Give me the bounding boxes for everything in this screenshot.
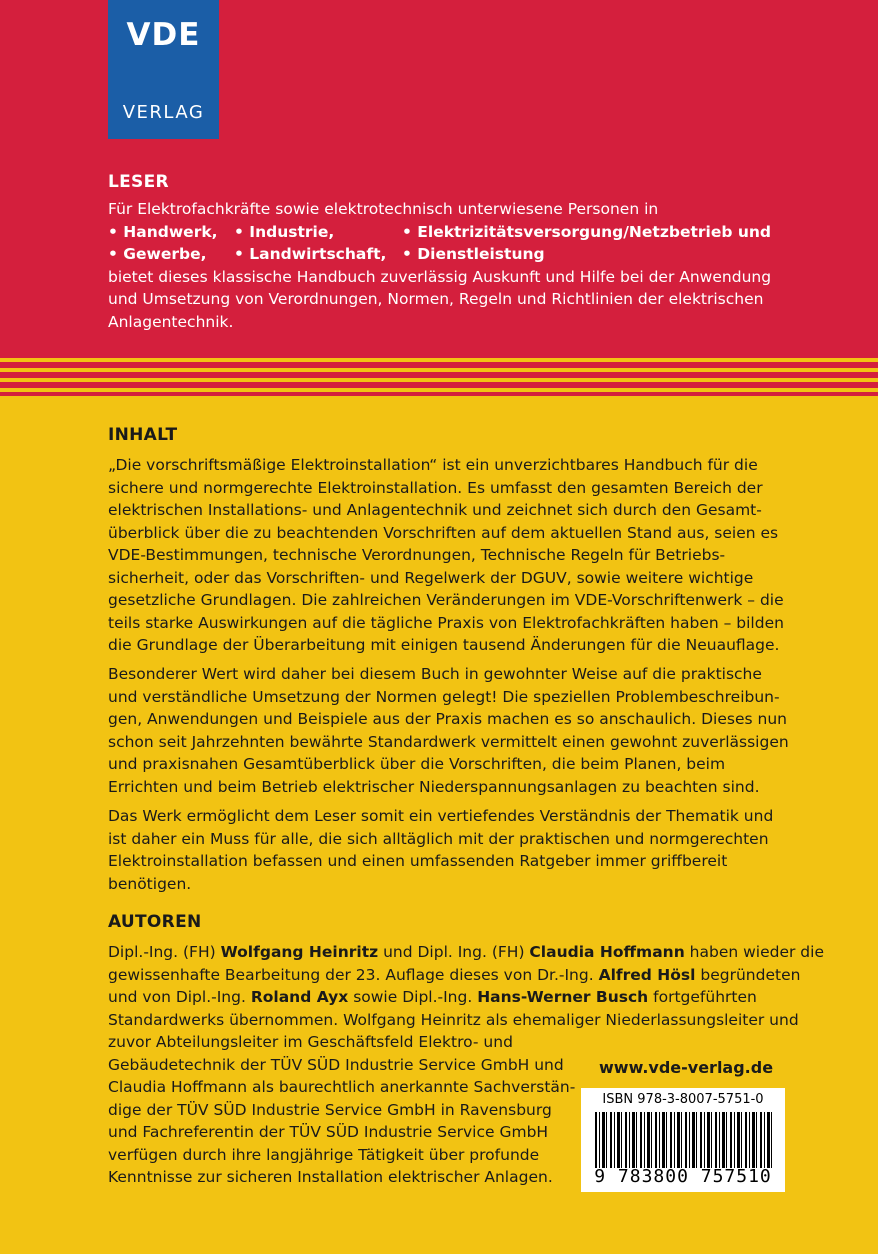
website-url[interactable]: www.vde-verlag.de	[599, 1058, 774, 1077]
text-line: gen, Anwendungen und Beispiele aus der Praxis machen es so anschaulich. Dieses nun	[108, 710, 787, 728]
text-line: zuvor Abteilungsleiter im Geschäftsfeld Elektro- und	[108, 1033, 513, 1051]
text-line: Claudia Hoffmann als baurechtlich anerkannte Sachverstän-	[108, 1078, 576, 1096]
leser-intro: Für Elektrofachkräfte sowie elektrotechnisch unterwiesene Personen in	[108, 200, 659, 218]
text-line: und Fachreferentin der TÜV SÜD Industrie Service GmbH	[108, 1123, 549, 1141]
isbn-label: ISBN 978-3-8007-5751-0	[602, 1092, 764, 1107]
text-line: Standardwerks übernommen. Wolfgang Heinritz als ehemaliger Niederlassungsleiter und	[108, 1010, 799, 1029]
text-line: die Grundlage der Überarbeitung mit einigen tausend Änderungen für die Neuauflage.	[108, 636, 780, 654]
leser-line: Anlagentechnik.	[108, 312, 234, 331]
isbn-digits: 9 783800 757510	[594, 1166, 772, 1187]
text-line: benötigen.	[108, 874, 192, 893]
text-line: dige der TÜV SÜD Industrie Service GmbH in Ravensburg	[108, 1100, 552, 1119]
leser-bullet-list	[108, 221, 788, 266]
text-line: VDE-Bestimmungen, technische Verordnungen, Technische Regeln für Betriebs-	[108, 546, 726, 564]
text-line: und verständliche Umsetzung der Normen gelegt! Die speziellen Problembeschreibun-	[108, 687, 780, 706]
author-name: Alfred Hösl	[598, 965, 696, 984]
author-name: Wolfgang Heinritz	[220, 943, 379, 961]
isbn-barcode	[581, 1088, 785, 1192]
text-line: teils starke Auswirkungen auf die tägliche Praxis von Elektrofachkräften haben – bilden	[108, 613, 784, 632]
text-line: sichere und normgerechte Elektroinstallation. Es umfasst den gesamten Bereich der	[108, 478, 763, 497]
author-name: Claudia Hoffmann	[529, 943, 685, 961]
barcode-bars	[595, 1112, 775, 1168]
text-line: überblick über die zu beachtenden Vorschriften auf dem aktuellen Stand aus, seien es	[108, 523, 779, 542]
logo-sub: VERLAG	[122, 102, 205, 123]
text-line: Gebäudetechnik der TÜV SÜD Industrie Service GmbH und	[108, 1055, 564, 1074]
inhalt-paragraph-2	[108, 663, 789, 798]
inhalt-heading: INHALT	[108, 425, 178, 445]
stripe-divider	[0, 352, 878, 396]
text-line: Kenntnisse zur sicheren Installation elektrischer Anlagen.	[108, 1168, 553, 1186]
text-line: Errichten und beim Betrieb elektrischer Niederspannungsanlagen zu beachten sind.	[108, 777, 760, 796]
leser-heading: LESER	[108, 172, 169, 192]
text-line: Dipl.-Ing. (FH) Wolfgang Heinritz und Dipl. Ing. (FH) Claudia Hoffmann haben wieder die	[108, 943, 824, 961]
author-name: Hans-Werner Busch	[477, 988, 649, 1006]
text-line: sicherheit, oder das Vorschriften- und Regelwerk der DGUV, sowie weitere wichtige	[108, 568, 754, 587]
text-line: Besonderer Wert wird daher bei diesem Buch in gewohnter Weise auf die praktische	[108, 665, 762, 683]
text-line: gewissenhafte Bearbeitung der 23. Auflage dieses von Dr.-Ing. Alfred Hösl begründeten	[108, 965, 801, 984]
logo-brand: VDE	[126, 17, 201, 53]
text-line: ist daher ein Muss für alle, die sich alltäglich mit der praktischen und normgerechten	[108, 829, 769, 848]
leser-line: und Umsetzung von Verordnungen, Normen, Regeln und Richtlinien der elektrischen	[108, 290, 764, 308]
text-line: und praxisnahen Gesamtüberblick über die Vorschriften, die beim Planen, beim	[108, 755, 726, 773]
bullet-item: • Industrie,	[234, 222, 335, 241]
inhalt-paragraph-1	[108, 454, 784, 657]
text-line: elektrischen Installations- und Anlagentechnik und zeichnet sich durch den Gesamt-	[108, 501, 762, 519]
autoren-heading: AUTOREN	[108, 912, 202, 932]
bullet-item: • Dienstleistung	[402, 245, 545, 263]
bullet-item: • Handwerk,	[108, 222, 218, 241]
text-line: verfügen durch ihre langjährige Tätigkeit über profunde	[108, 1145, 540, 1164]
author-name: Roland Ayx	[250, 988, 349, 1006]
text-line: „Die vorschriftsmäßige Elektroinstallation“ ist ein unverzichtbares Handbuch für die	[108, 456, 758, 474]
text-line: Elektroinstallation befassen und einen umfassenden Ratgeber immer griffbereit	[108, 852, 728, 870]
text-line: schon seit Jahrzehnten bewährte Standardwerk vermittelt einen gewohnt zuverlässigen	[108, 732, 789, 751]
bullet-item: • Elektrizitätsversorgung/Netzbetrieb und	[402, 222, 771, 241]
text-line: und von Dipl.-Ing. Roland Ayx sowie Dipl.-Ing. Hans-Werner Busch fortgeführten	[108, 988, 757, 1006]
text-line: Das Werk ermöglicht dem Leser somit ein vertiefendes Verständnis der Thematik und	[108, 807, 774, 825]
leser-line: bietet dieses klassische Handbuch zuverlässig Auskunft und Hilfe bei der Anwendung	[108, 267, 772, 286]
inhalt-paragraph-3	[108, 805, 784, 895]
bullet-item: • Gewerbe,	[108, 245, 207, 263]
leser-text	[108, 198, 788, 333]
vde-verlag-logo	[108, 0, 219, 139]
bullet-item: • Landwirtschaft,	[234, 245, 387, 263]
text-line: gesetzliche Grundlagen. Die zahlreichen Veränderungen im VDE-Vorschriftenwerk – die	[108, 591, 784, 609]
